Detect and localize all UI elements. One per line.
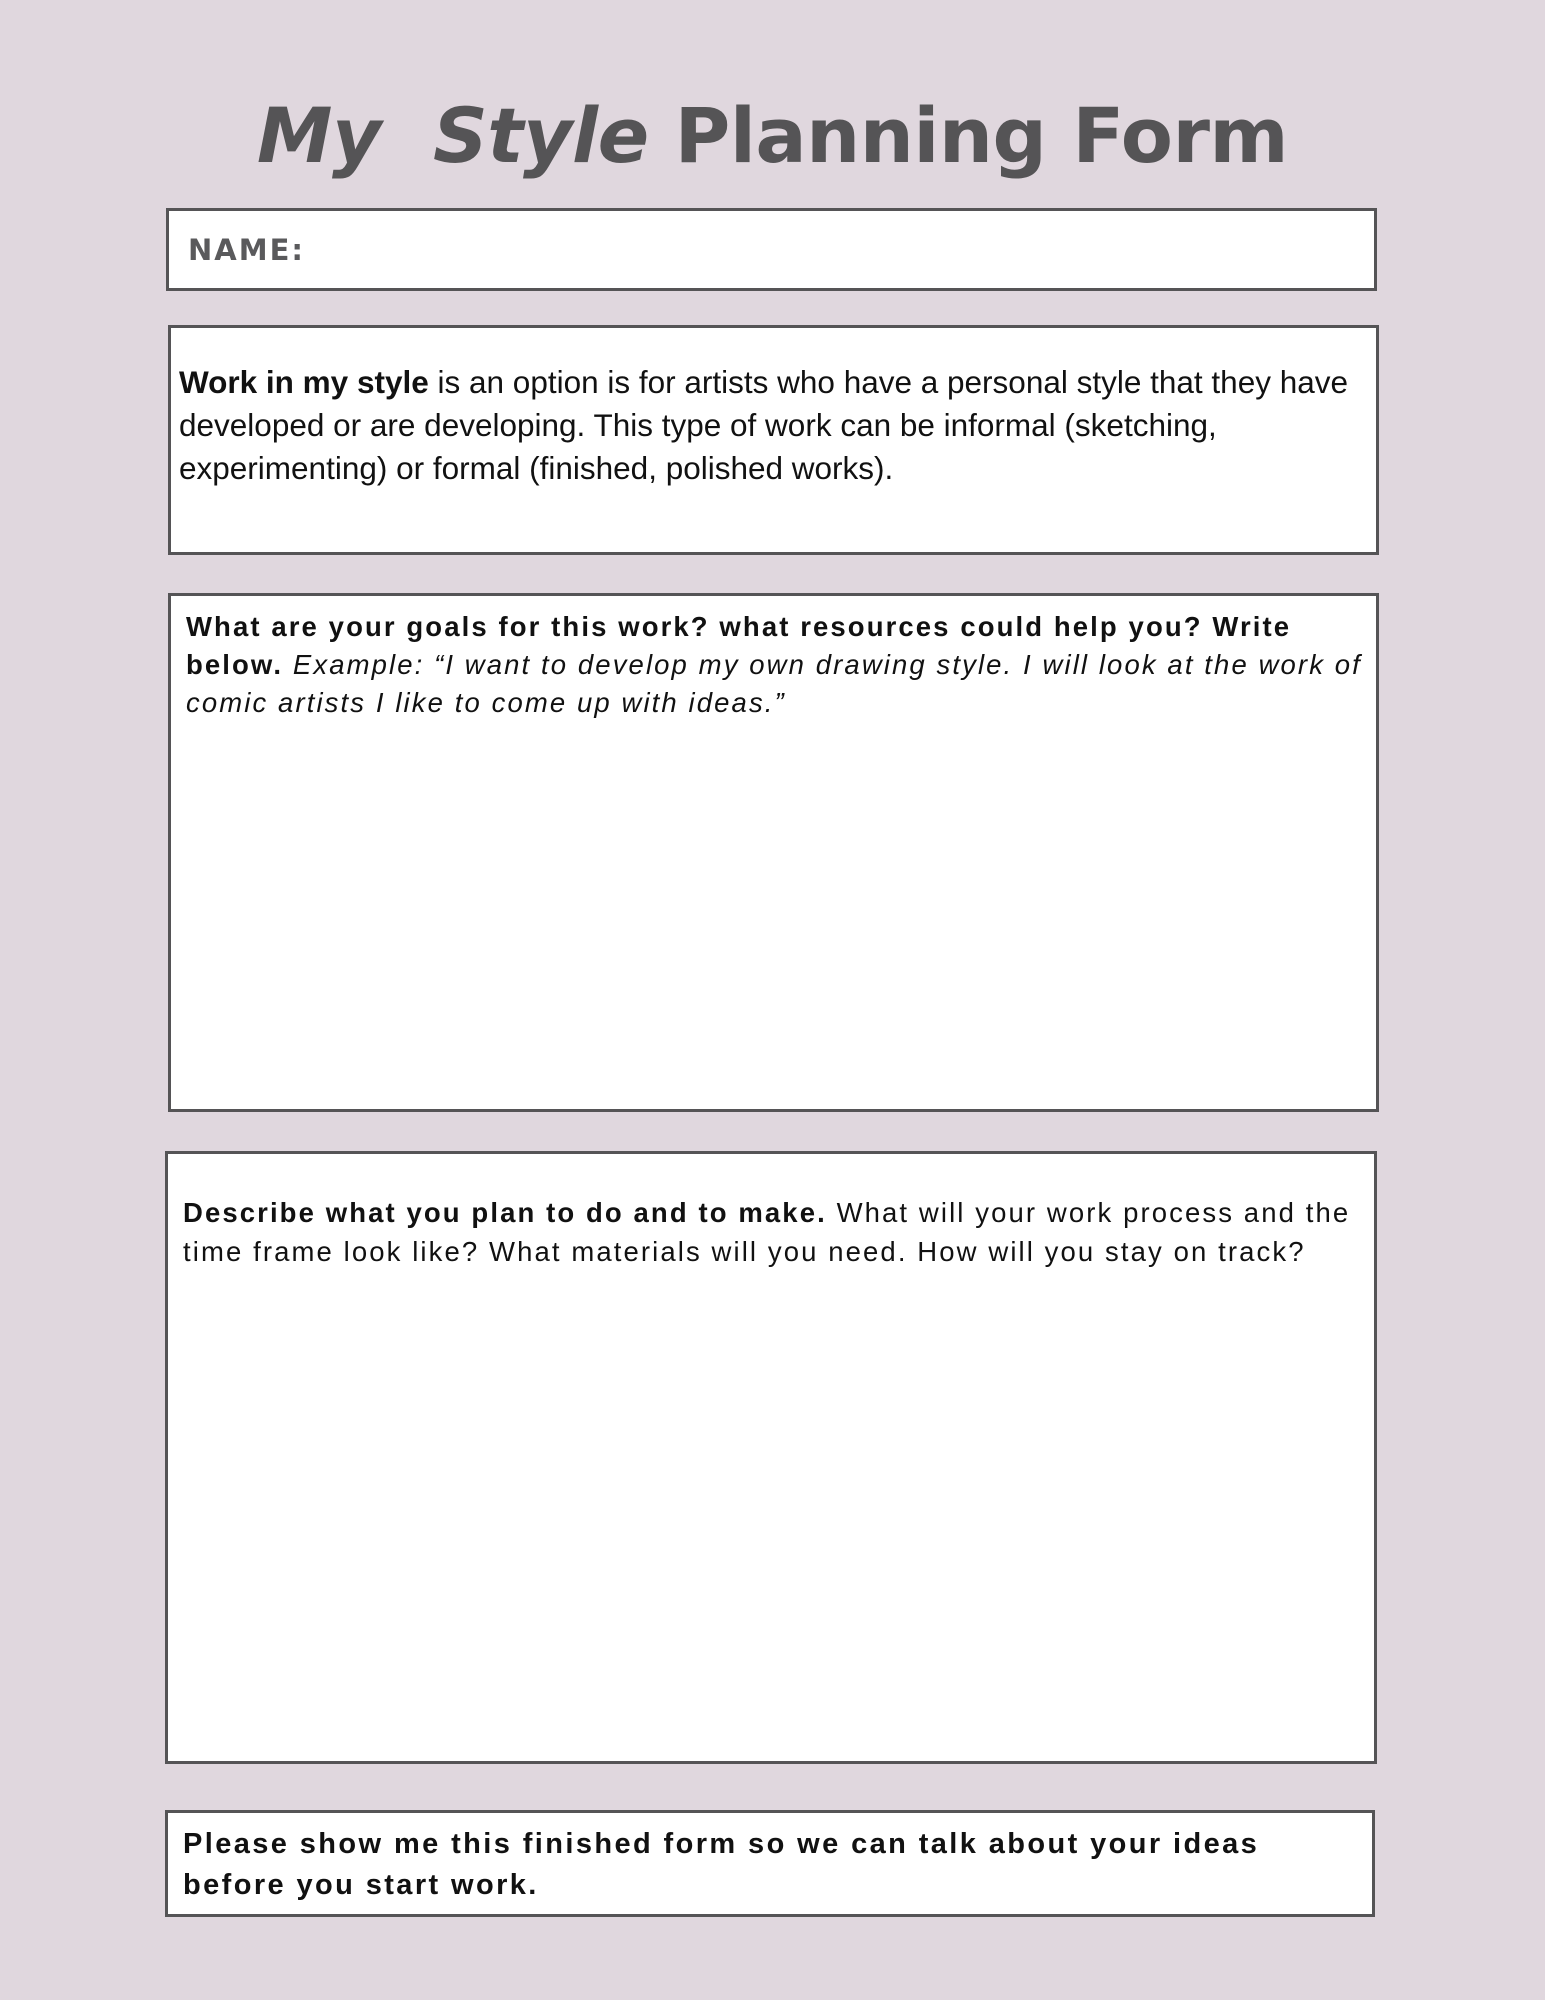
title-planning-form: Planning Form [674,91,1289,180]
plan-answer-box[interactable] [165,1151,1377,1764]
intro-bold: Work in my style [179,364,429,400]
page-title [0,88,1545,184]
goals-example: Example: “I want to develop my own drawing style. I will look at the work of comic artists I like to come up with ideas.” [186,649,1362,718]
name-field-box[interactable] [166,208,1377,291]
goals-prompt [186,608,1366,722]
intro-body: is an option is for artists who have a personal style that they have developed or are developing. This type of work can be informal (sketching, experimenting) or formal (finished, polished works). [179,364,1349,486]
intro-box [168,325,1379,555]
title-style: Style [432,91,649,180]
goals-prompt-bold: What are your goals for this work? what resources could help you? Write below. [186,611,1292,680]
goals-answer-box[interactable] [168,593,1379,1112]
note-box [165,1810,1375,1917]
plan-prompt [183,1193,1363,1271]
name-label: NAME: [188,233,305,267]
plan-prompt-bold: Describe what you plan to do and to make. [183,1197,827,1228]
title-my: My [256,91,382,180]
plan-prompt-text: What will your work process and the time frame look like? What materials will you need. How will you stay on track? [183,1197,1351,1267]
intro-text [179,361,1369,490]
note-text: Please show me this finished form so we can talk about your ideas before you start work. [183,1828,1260,1901]
